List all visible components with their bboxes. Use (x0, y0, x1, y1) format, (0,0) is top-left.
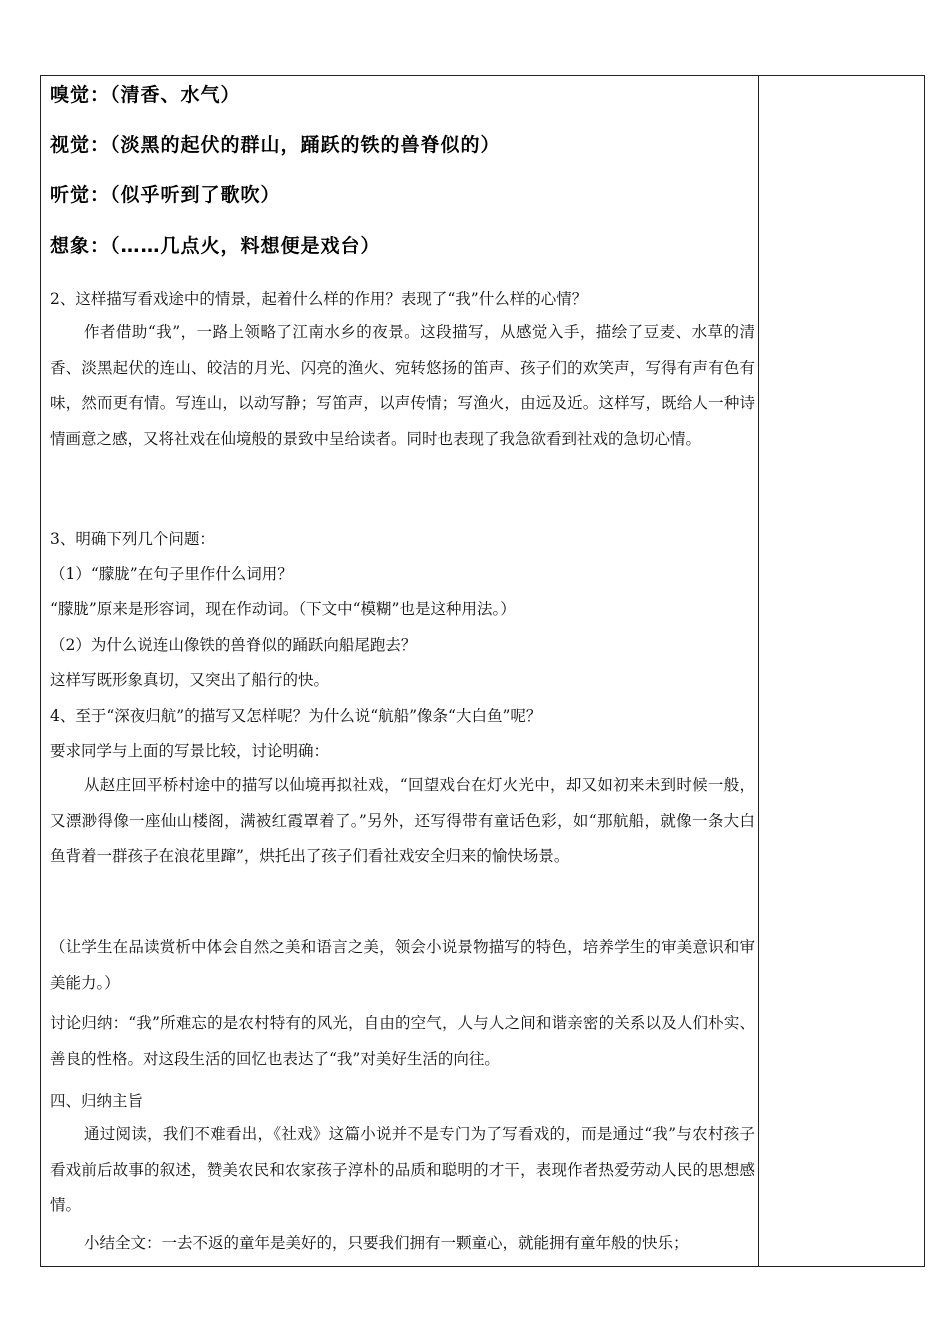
table-top-border-left (40, 75, 558, 76)
question-3-sub2: （2）为什么说连山像铁的兽脊似的踊跃向船尾跑去？ (50, 636, 417, 654)
imagination-line: 想象：（……几点火，料想便是戏台） (50, 235, 381, 257)
column-divider (758, 75, 759, 1267)
answer-4: 从赵庄回平桥村途中的描写以仙境再拟社戏，“回望戏台在灯火光中，却又如初来未到时候一般，又漂渺得像一座仙山楼阁，满被红霞罩着了。”另外，还写得带有童话色彩，如“那航船，就像一条大白鱼背着一群孩子在浪花里蹿”，烘托出了孩子们看社戏安全归来的愉快场景。 (50, 776, 755, 865)
discussion-summary: 讨论归纳：“我”所难忘的是农村特有的风光，自由的空气，人与人之间和谐亲密的关系以及人们朴实、善良的性格。对这段生活的回忆也表达了“我”对美好生活的向往。 (50, 1014, 755, 1068)
sight-line: 视觉：（淡黑的起伏的群山，踊跃的铁的兽脊似的） (50, 134, 501, 156)
table-left-border (40, 75, 41, 1267)
question-2: 2、这样描写看戏途中的情景，起着什么样的作用？表现了“我”什么样的心情？ (50, 290, 588, 308)
table-top-border-right (558, 75, 925, 76)
answer-3-sub1: “朦胧”原来是形容词，现在作动词。（下文中“模糊”也是这种用法。） (50, 600, 516, 618)
table-bottom-border (40, 1266, 925, 1267)
answer-3-sub2: 这样写既形象真切，又突出了船行的快。 (50, 671, 330, 689)
question-3-title: 3、明确下列几个问题： (50, 530, 215, 548)
section-4-conclusion: 小结全文：一去不返的童年是美好的，只要我们拥有一颗童心，就能拥有童年般的快乐； (84, 1234, 689, 1252)
question-4-prompt: 要求同学与上面的写景比较，讨论明确： (50, 742, 330, 760)
section-4-body: 通过阅读，我们不难看出，《社戏》这篇小说并不是专门为了写看戏的，而是通过“我”与农村孩子看戏前后故事的叙述，赞美农民和农家孩子淳朴的品质和聪明的才干，表现作者热爱劳动人民的思想感情。 (50, 1125, 755, 1214)
question-3-sub1: （1）“朦胧”在句子里作什么词用？ (50, 565, 293, 583)
section-4-heading: 四、归纳主旨 (50, 1092, 144, 1110)
question-4: 4、至于“深夜归航”的描写又怎样呢？为什么说“航船”像条“大白鱼”呢？ (50, 707, 542, 725)
hearing-line: 听觉：（似乎听到了歌吹） (50, 184, 281, 206)
teaching-note: （让学生在品读赏析中体会自然之美和语言之美，领会小说景物描写的特色，培养学生的审美意识和审美能力。） (50, 938, 755, 992)
table-right-border (924, 75, 925, 1267)
answer-2: 作者借助“我”，一路上领略了江南水乡的夜景。这段描写，从感觉入手，描绘了豆麦、水草的清香、淡黑起伏的连山、皎洁的月光、闪亮的渔火、宛转悠扬的笛声、孩子们的欢笑声，写得有声有色有味，然而更有情。写连山，以动写静；写笛声，以声传情；写渔火，由远及近。这样写，既给人一种诗情画意之感，又将社戏在仙境般的景致中呈给读者。同时也表现了我急欲看到社戏的急切心情。 (50, 323, 755, 448)
smell-line: 嗅觉：（清香、水气） (50, 84, 241, 106)
